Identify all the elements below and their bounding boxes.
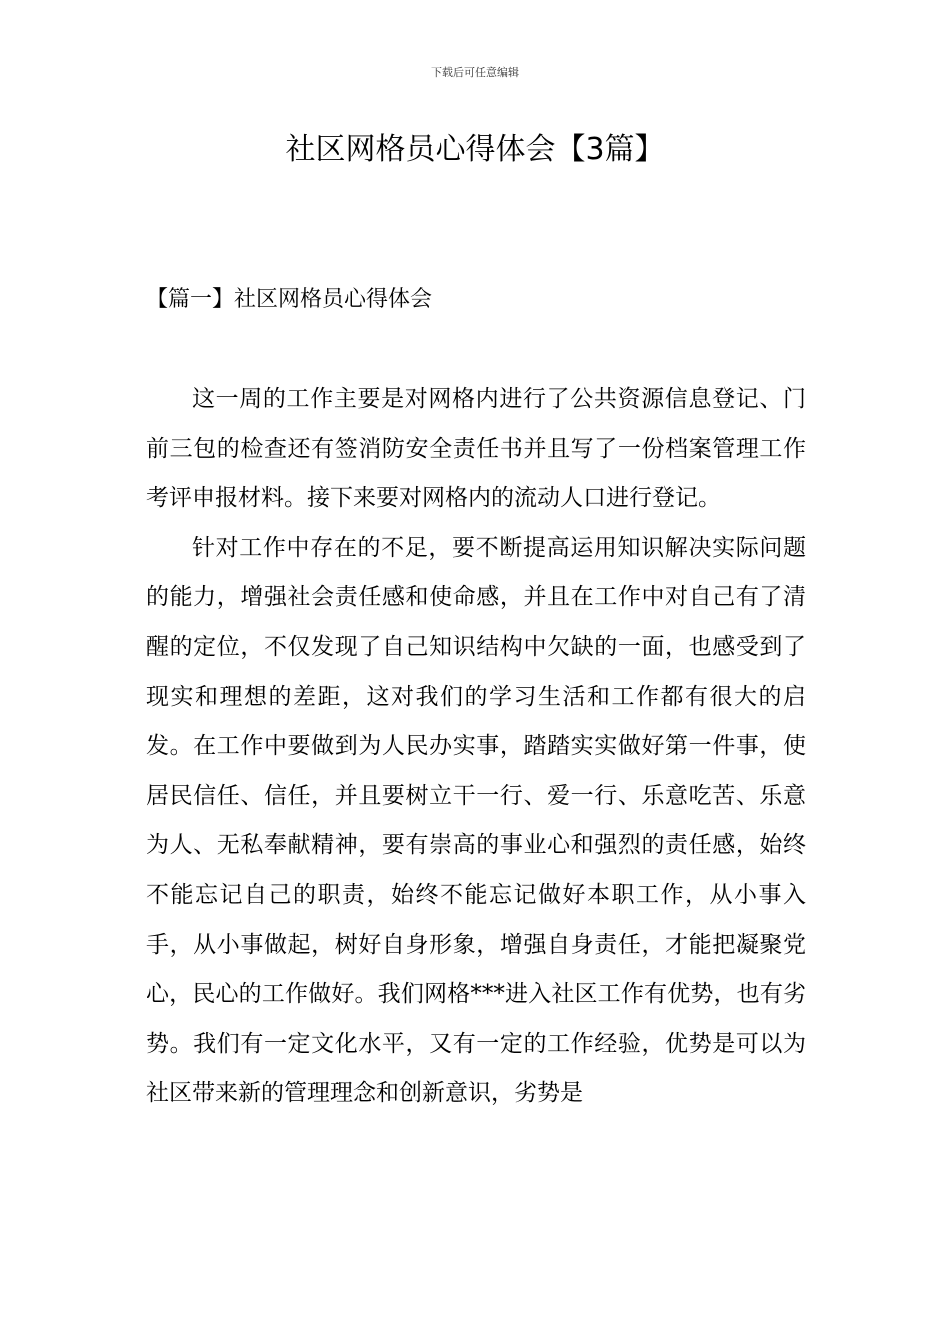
paragraph: 针对工作中存在的不足，要不断提高运用知识解决实际问题的能力，增强社会责任感和使命感，并且在工作中对自己有了清醒的定位，不仅发现了自己知识结构中欠缺的一面，也感受到了现实和理想的差距，这对我们的学习生活和工作都有很大的启发。在工作中要做到为人民办实事，踏踏实实做好第一件事，使居民信任、信任，并且要树立干一行、爱一行、乐意吃苦、乐意为人、无私奉献精神，要有崇高的事业心和强烈的责任感，始终不能忘记自己的职责，始终不能忘记做好本职工作，从小事入手，从小事做起，树好自身形象，增强自身责任，才能把凝聚党心，民心的工作做好。我们网格***进入社区工作有优势，也有劣势。我们有一定文化水平，又有一定的工作经验，优势是可以为社区带来新的管理理念和创新意识，劣势是 (146, 534, 806, 1107)
header-note: 下载后可任意编辑 (431, 66, 519, 79)
section-heading: 【篇一】社区网格员心得体会 (146, 287, 433, 312)
document-title: 社区网格员心得体会【3篇】 (285, 132, 665, 167)
paragraph: 这一周的工作主要是对网格内进行了公共资源信息登记、门前三包的检查还有签消防安全责任书并且写了一份档案管理工作考评申报材料。接下来要对网格内的流动人口进行登记。 (146, 386, 806, 512)
body-text (146, 375, 806, 1119)
